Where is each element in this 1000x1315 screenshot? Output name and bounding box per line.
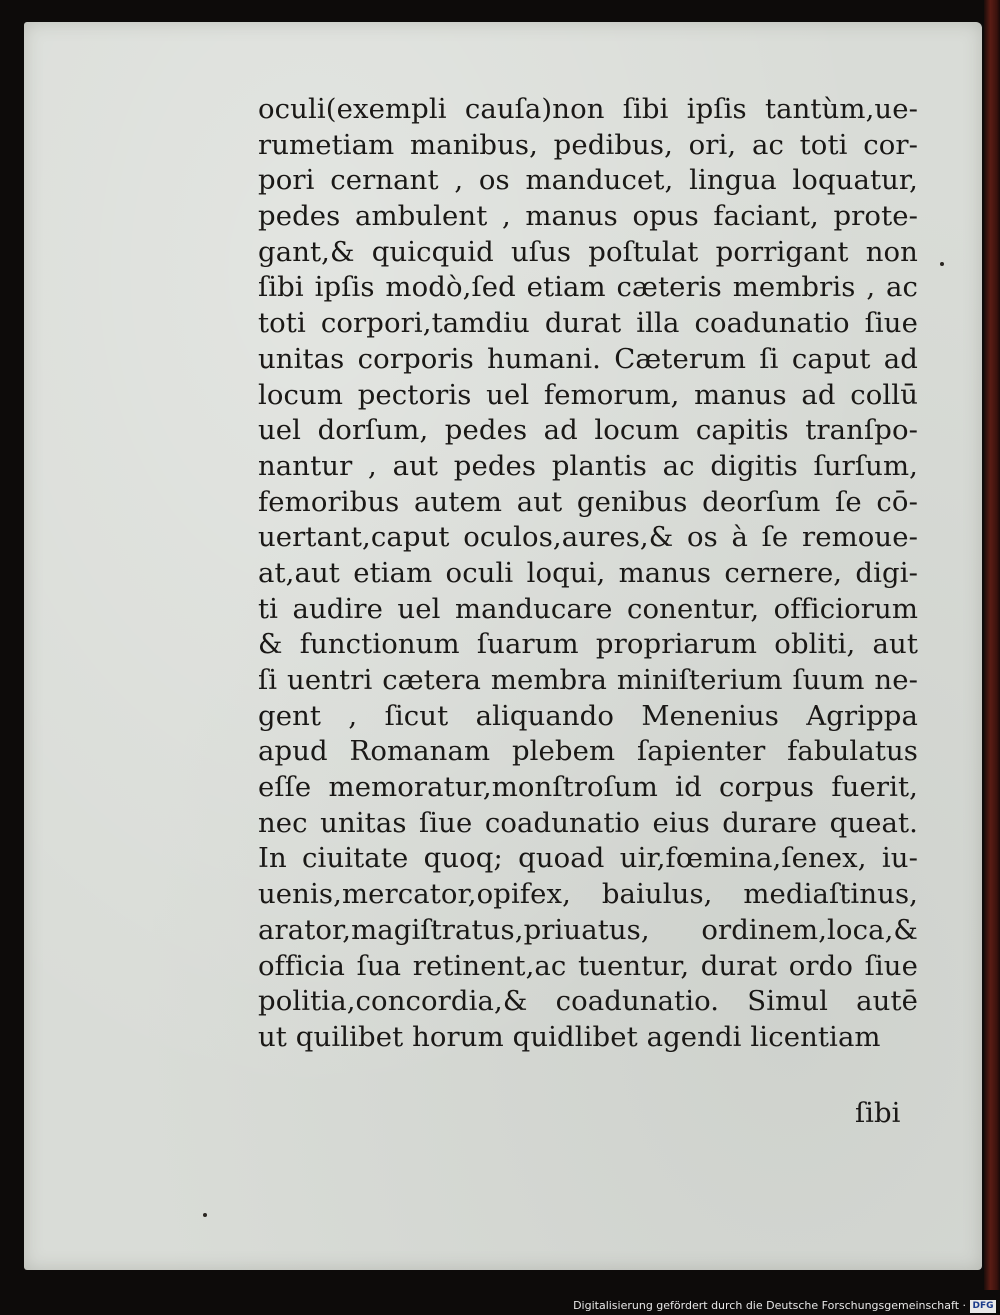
text-line: ſi uentri cætera membra miniſterium ſuum ne- (258, 664, 918, 696)
text-line: oculi(exempli cauſa)non ſibi ipſis tantùm,ue- (258, 93, 918, 125)
text-line: gent , ſicut aliquando Menenius Agrippa (258, 699, 918, 732)
book-spine-edge (984, 0, 1000, 1290)
ink-speck (203, 1213, 207, 1217)
text-line: ſibi ipſis modò,ſed etiam cæteris membris , ac (258, 271, 918, 304)
text-line: eſſe memoratur,monſtroſum id corpus fuerit, (258, 771, 918, 804)
text-line: ut quilibet horum quidlibet agendi licentiam (258, 1020, 881, 1053)
text-line: uertant,caput oculos,aures,& os à ſe remoue- (258, 521, 918, 554)
text-line: rumetiam manibus, pedibus, ori, ac toti cor- (258, 128, 918, 161)
text-line: nantur , aut pedes plantis ac digitis ſurſum, (258, 449, 918, 482)
catchword: ſibi (855, 1097, 901, 1129)
text-line: In ciuitate quoq; quoad uir,fœmina,ſenex, iu- (258, 842, 918, 875)
text-line: at,aut etiam oculi loqui, manus cernere, digi- (258, 556, 918, 589)
text-line: toti corpori,tamdiu durat illa coadunatio ſiue (258, 307, 918, 340)
text-line: arator,magiſtratus,priuatus, ordinem,loca,& (258, 913, 918, 946)
text-line: gant,& quicquid uſus poſtulat porrigant non (258, 235, 918, 268)
text-line: unitas corporis humani. Cæterum ſi caput ad (258, 342, 918, 375)
text-line: uenis,mercator,opifex, baiulus, mediaſtinus, (258, 878, 918, 911)
dfg-logo: DFG (970, 1300, 996, 1313)
ink-speck (940, 262, 944, 266)
digitization-credit: Digitalisierung gefördert durch die Deutsche Forschungsgemeinschaft · (573, 1299, 966, 1312)
text-line: officia ſua retinent,ac tuentur, durat ordo ſiue (258, 949, 918, 982)
text-line: pori cernant , os manducet, lingua loquatur, (258, 164, 918, 197)
text-line: politia,concordia,& coadunatio. Simul autē (258, 985, 918, 1018)
text-line: uel dorſum, pedes ad locum capitis tranſpo- (258, 414, 918, 447)
body-text (258, 92, 918, 1056)
text-line: pedes ambulent , manus opus faciant, prote- (258, 200, 918, 233)
text-line: femoribus autem aut genibus deorſum ſe cō- (258, 485, 918, 518)
text-line: locum pectoris uel femorum, manus ad collū (258, 378, 918, 411)
text-line: & functionum ſuarum propriarum obliti, aut (258, 628, 918, 661)
text-line: nec unitas ſiue coadunatio eius durare queat. (258, 806, 918, 839)
text-line: apud Romanam plebem ſapienter fabulatus (258, 735, 918, 768)
text-line: ti audire uel manducare conentur, officiorum (258, 592, 918, 625)
